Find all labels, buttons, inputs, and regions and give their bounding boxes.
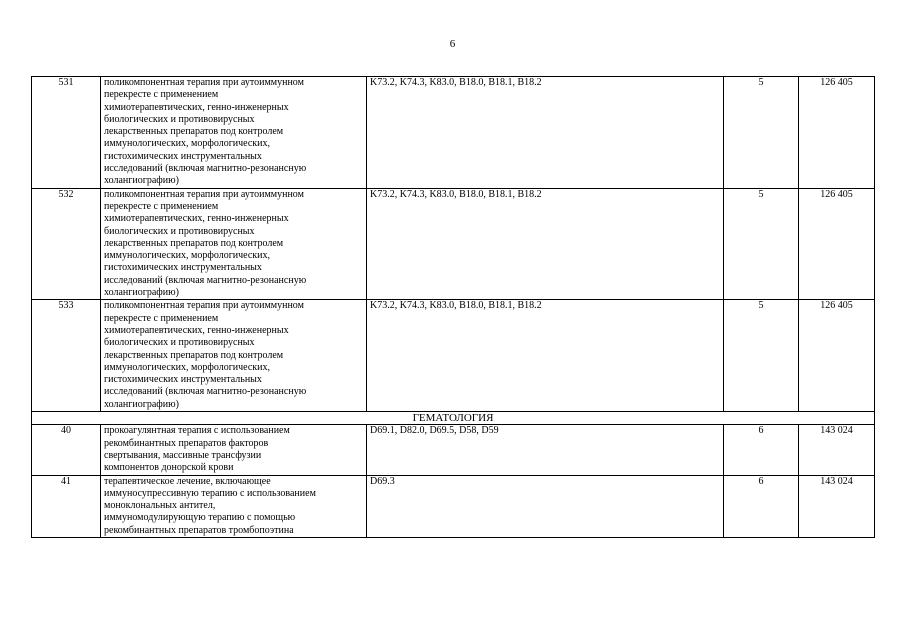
row-number: 41 (32, 475, 101, 537)
description-line: исследований (включая магнитно-резонансную (104, 163, 307, 175)
services-table (31, 76, 875, 538)
description-line: свертывания, массивные трансфузии (104, 449, 262, 461)
description-line: лекарственных препаратов под контролем (104, 349, 284, 361)
cost-value: 126 405 (799, 77, 875, 189)
diagnosis-codes: D69.1, D82.0, D69.5, D58, D59 (367, 425, 724, 475)
model-number: 6 (724, 475, 799, 537)
description-line: химиотерапевтических, генно-инженерных (104, 101, 289, 113)
table-body-top (32, 77, 875, 412)
treatment-description (101, 425, 367, 475)
model-number: 6 (724, 425, 799, 475)
description-line: гистохимических инструментальных (104, 262, 262, 274)
description-line: холангиографию) (104, 175, 179, 187)
cost-value: 126 405 (799, 300, 875, 412)
table-row (32, 77, 875, 189)
description-line: моноклональных антител, (104, 500, 216, 512)
description-line: иммунологических, морфологических, (104, 250, 271, 262)
description-line: лекарственных препаратов под контролем (104, 126, 284, 138)
cost-value: 126 405 (799, 188, 875, 300)
description-line: холангиографию) (104, 287, 179, 299)
diagnosis-codes: D69.3 (367, 475, 724, 537)
table-row (32, 300, 875, 412)
description-line: гистохимических инструментальных (104, 150, 262, 162)
treatment-description (101, 475, 367, 537)
diagnosis-codes: K73.2, K74.3, K83.0, B18.0, B18.1, B18.2 (367, 188, 724, 300)
description-line: биологических и противовирусных (104, 113, 255, 125)
description-line: перекресте с применением (104, 312, 219, 324)
description-line: иммуномодулирующую терапию с помощью (104, 512, 296, 524)
description-line: рекомбинантных препаратов факторов (104, 437, 269, 449)
page-number: 6 (449, 38, 456, 50)
description-line: химиотерапевтических, генно-инженерных (104, 324, 289, 336)
table-row (32, 425, 875, 475)
description-line: иммуносупрессивную терапию с использованием (104, 487, 316, 499)
row-number: 532 (32, 188, 101, 300)
description-line: перекресте с применением (104, 89, 219, 101)
table-row (32, 475, 875, 537)
section-title: ГЕМАТОЛОГИЯ (32, 412, 875, 425)
description-line: компонентов донорской крови (104, 462, 234, 474)
description-line: перекресте с применением (104, 200, 219, 212)
table-body-bottom (32, 425, 875, 538)
model-number: 5 (724, 188, 799, 300)
description-line: гистохимических инструментальных (104, 374, 262, 386)
model-number: 5 (724, 300, 799, 412)
treatment-description (101, 77, 367, 189)
description-line: биологических и противовирусных (104, 225, 255, 237)
description-line: иммунологических, морфологических, (104, 138, 271, 150)
row-number: 531 (32, 77, 101, 189)
description-line: лекарственных препаратов под контролем (104, 237, 284, 249)
description-line: химиотерапевтических, генно-инженерных (104, 213, 289, 225)
description-line: исследований (включая магнитно-резонансную (104, 274, 307, 286)
treatment-description (101, 188, 367, 300)
row-number: 40 (32, 425, 101, 475)
cost-value: 143 024 (799, 425, 875, 475)
description-line: поликомпонентная терапия при аутоиммунном (104, 300, 304, 312)
description-line: терапевтическое лечение, включающее (104, 475, 271, 487)
description-line: прокоагулянтная терапия с использованием (104, 425, 290, 437)
description-line: холангиографию) (104, 398, 179, 410)
description-line: рекомбинантных препаратов тромбопоэтина (104, 524, 294, 536)
cost-value: 143 024 (799, 475, 875, 537)
description-line: исследований (включая магнитно-резонансную (104, 386, 307, 398)
treatment-description (101, 300, 367, 412)
diagnosis-codes: K73.2, K74.3, K83.0, B18.0, B18.1, B18.2 (367, 300, 724, 412)
description-line: иммунологических, морфологических, (104, 361, 271, 373)
model-number: 5 (724, 77, 799, 189)
diagnosis-codes: K73.2, K74.3, K83.0, B18.0, B18.1, B18.2 (367, 77, 724, 189)
description-line: поликомпонентная терапия при аутоиммунном (104, 77, 304, 88)
table-row (32, 188, 875, 300)
section-row (32, 412, 875, 425)
row-number: 533 (32, 300, 101, 412)
description-line: биологических и противовирусных (104, 337, 255, 349)
description-line: поликомпонентная терапия при аутоиммунном (104, 188, 304, 200)
section-header-group (32, 412, 875, 425)
